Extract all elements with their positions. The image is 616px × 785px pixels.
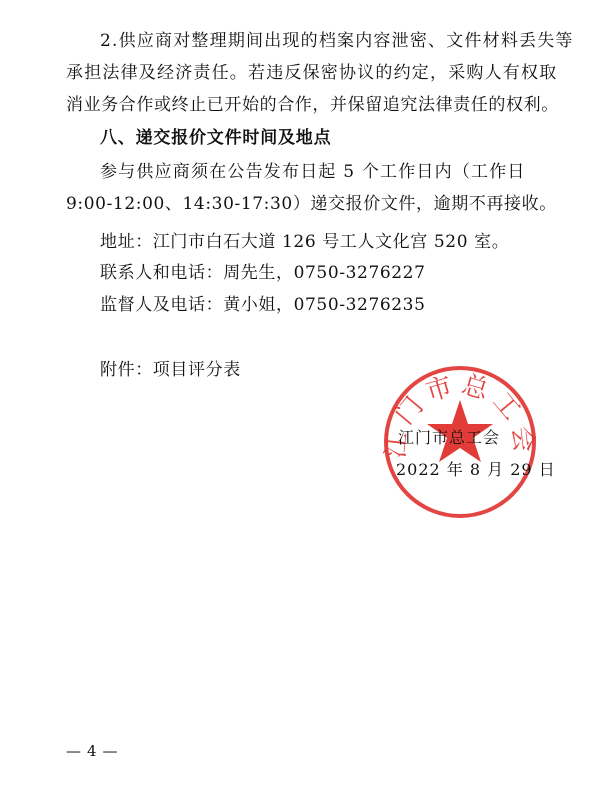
signature-date: 2022 年 8 月 29 日 <box>396 460 556 479</box>
clause2-line2: 承担法律及经济责任。若违反保密协议的约定，采购人有权取 <box>66 63 558 83</box>
page-number: — 4 — <box>66 742 119 760</box>
contact-line: 联系人和电话：周先生，0750-3276227 <box>100 263 426 283</box>
address-line: 地址：江门市白石大道 126 号工人文化宫 520 室。 <box>100 232 510 252</box>
signature-org: 江门市总工会 <box>398 428 501 447</box>
clause2-line1: 2.供应商对整理期间出现的档案内容泄密、文件材料丢失等 <box>100 31 574 51</box>
submission-line1: 参与供应商须在公告发布日起 5 个工作日内（工作日 <box>100 162 526 182</box>
section-heading: 八、递交报价文件时间及地点 <box>100 128 332 148</box>
clause2-line3: 消业务合作或终止已开始的合作，并保留追究法律责任的权利。 <box>66 95 559 115</box>
seal-text: 江门市总工会 <box>380 369 540 460</box>
submission-line2: 9:00-12:00、14:30-17:30）递交报价文件，逾期不再接收。 <box>66 194 557 214</box>
supervisor-line: 监督人及电话：黄小姐，0750-3276235 <box>100 295 426 315</box>
attachment-line: 附件：项目评分表 <box>100 360 241 380</box>
